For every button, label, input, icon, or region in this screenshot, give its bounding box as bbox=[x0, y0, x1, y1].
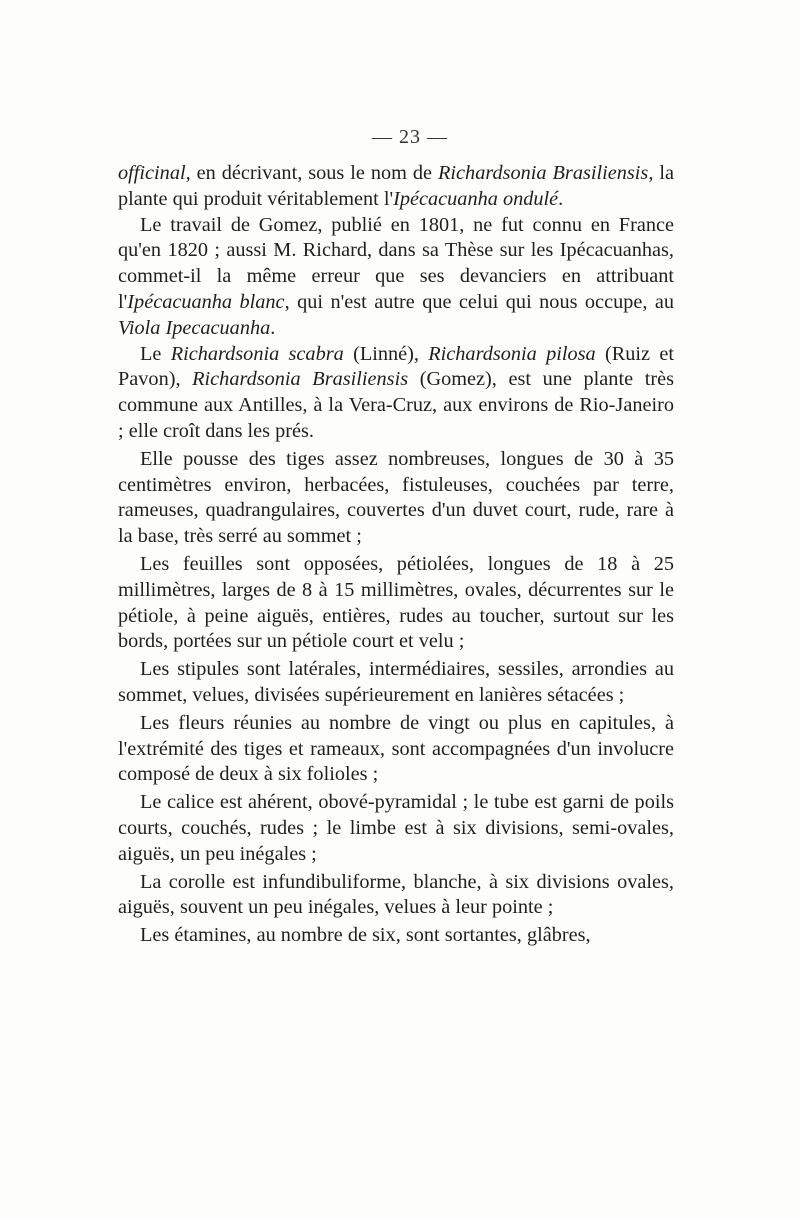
paragraph-1: officinal, en décrivant, sous le nom de Richardsonia Brasiliensis, la plante qui produit véritablement l'Ipécacuanha ondulé. bbox=[118, 162, 675, 210]
paragraph-4: Elle pousse des tiges assez nombreuses, longues de 30 à 35 centimètres environ, herbacées, fistuleuses, couchées par terre, rameuses, quadrangulaires, couvertes d'un duvet court, rude, rare à la base, très serré au sommet ; bbox=[118, 447, 674, 548]
paragraph-2: Le travail de Gomez, publié en 1801, ne fut connu en France qu'en 1820 ; aussi M. Richard, dans sa Thèse sur les Ipécacuanhas, commet-il la même erreur que ses devanciers en attribuant l'Ipécacuanha blanc, qui n'est autre que celui qui nous occupe, au Viola Ipecacuanha. bbox=[118, 213, 675, 339]
paragraph-7: Les fleurs réunies au nombre de vingt ou plus en capitules, à l'extrémité des tiges et rameaux, sont accompagnées d'un involucre composé de deux à six folioles ; bbox=[118, 711, 674, 786]
italic-species-name: Richardsonia Brasiliensis bbox=[192, 368, 409, 391]
paragraph-8: Le calice est ahérent, obové-pyramidal ; le tube est garni de poils courts, couchés, rudes ; le limbe est à six divisions, semi-ovales, aiguës, un peu inégales ; bbox=[118, 791, 674, 865]
document-page bbox=[118, 126, 674, 949]
paragraph-6: Les stipules sont latérales, intermédiaires, sessiles, arrondies au sommet, velues, divisées supérieurement en lanières sétacées ; bbox=[118, 658, 674, 706]
italic-species-name: Richardsonia Brasiliensis bbox=[438, 162, 649, 184]
paragraph-10: Les étamines, au nombre de six, sont sortantes, glâbres, bbox=[140, 924, 591, 947]
paragraph-9: La corolle est infundibuliforme, blanche, à six divisions ovales, aiguës, souvent un peu inégales, velues à leur pointe ; bbox=[118, 870, 674, 919]
italic-species-name: Viola Ipecacuanha bbox=[118, 316, 271, 339]
italic-officinal: officinal bbox=[118, 162, 186, 184]
italic-plant-name: Ipécacuanha ondulé bbox=[393, 187, 559, 210]
italic-species-name: Richardsonia pilosa bbox=[428, 342, 596, 365]
paragraph-3: Le Richardsonia scabra (Linné), Richardsonia pilosa (Ruiz et Pavon), Richardsonia Brasiliensis (Gomez), est une plante très commune aux Antilles, à la Vera-Cruz, aux environs de Rio-Janeiro ; elle croît dans les prés. bbox=[118, 342, 675, 442]
paragraph-5: Les feuilles sont opposées, pétiolées, longues de 18 à 25 millimètres, larges de 8 à 15 millimètres, ovales, décurrentes sur le pétiole, à peine aiguës, entières, rudes au toucher, surtout sur les bords, portées sur un pétiole court et velu ; bbox=[118, 552, 674, 653]
body-text bbox=[118, 161, 674, 949]
italic-plant-name: Ipécacuanha blanc bbox=[127, 290, 285, 313]
italic-species-name: Richardsonia scabra bbox=[170, 342, 344, 365]
page-number: — 23 — bbox=[372, 126, 448, 148]
